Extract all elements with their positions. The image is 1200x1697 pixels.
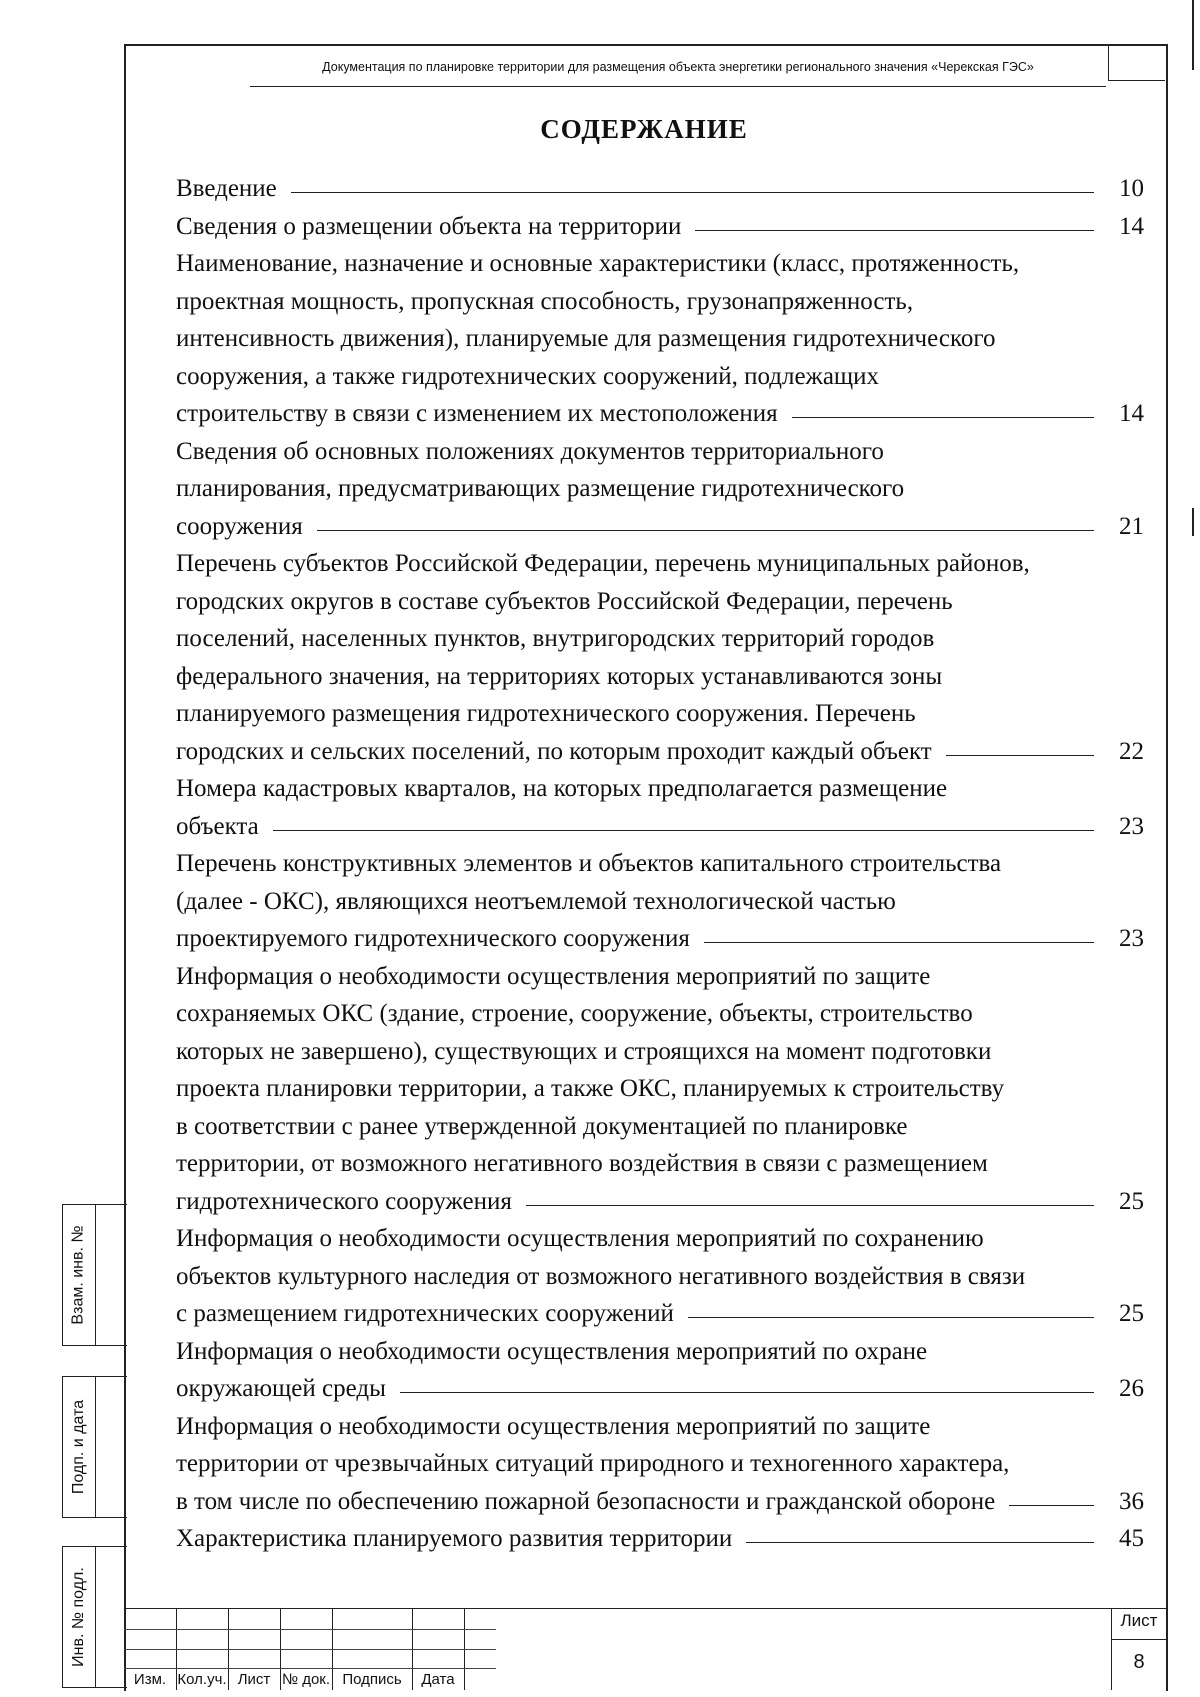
toc-entry-line: в соответствии с ранее утвержденной документацией по планировке — [176, 1112, 908, 1140]
side-divider — [62, 1204, 126, 1205]
toc-entry[interactable] — [176, 545, 1144, 770]
toc-entry-line: с размещением гидротехнических сооружений — [176, 1300, 674, 1327]
toc-entry-line: сооружения — [176, 512, 303, 540]
toc-entry-line: федерального значения, на территориях которых устанавливаются зоны — [176, 662, 943, 690]
toc-entry[interactable] — [176, 245, 1144, 433]
toc-entry-line: Информация о необходимости осуществления мероприятий по защите — [176, 962, 931, 990]
toc-leader-line — [526, 1205, 1094, 1206]
toc-entry-last-line — [176, 1483, 1144, 1521]
toc-entry-last-line — [176, 208, 1144, 246]
toc-entry[interactable] — [176, 433, 1144, 546]
sheet-divider — [1112, 1639, 1166, 1640]
toc-entry-line: городских и сельских поселений, по которым проходит каждый объект — [176, 737, 932, 765]
title-block-column-label: Дата — [421, 1670, 455, 1688]
toc-entry[interactable] — [176, 1220, 1144, 1333]
toc-entry-line: Наименование, назначение и основные характеристики (класс, протяженность, — [176, 250, 1020, 277]
toc-entry-line: Сведения о размещении объекта на территории — [176, 212, 682, 240]
toc-entry-line: Характеристика планируемого развития территории — [176, 1525, 733, 1552]
page-title: СОДЕРЖАНИЕ — [540, 114, 748, 144]
header-corner-box — [1108, 44, 1165, 81]
toc-entry-line: поселений, населенных пунктов, внутригородских территорий городов — [176, 625, 935, 652]
header-underline — [250, 86, 1106, 87]
toc-entry-line: проектная мощность, пропускная способность, грузонапряженность, — [176, 287, 914, 315]
toc-leader-line — [291, 192, 1094, 193]
toc-entry-line: строительству в связи с изменением их местоположения — [176, 400, 778, 427]
toc-entry-line: Номера кадастровых кварталов, на которых предполагается размещение — [176, 775, 948, 802]
toc-entry-line: планирования, предусматривающих размещение гидротехнического — [176, 475, 905, 502]
toc-entry-line: Сведения об основных положениях документов территориального — [176, 437, 884, 465]
toc-page-number: 14 — [1119, 400, 1144, 427]
toc-entry-line: объекта — [176, 812, 259, 840]
toc-page-number: 36 — [1119, 1487, 1144, 1515]
toc-entry-line: сооружения, а также гидротехнических сооружений, подлежащих — [176, 362, 880, 390]
side-stamp-inv-podl — [62, 1546, 127, 1688]
toc-page-number: 25 — [1119, 1187, 1144, 1215]
toc-leader-line — [273, 830, 1094, 831]
toc-entry-line: (далее - ОКС), являющихся неотъемлемой технологической частью — [176, 887, 896, 915]
toc-page-number: 23 — [1119, 812, 1144, 840]
toc-page-number: 45 — [1119, 1525, 1144, 1552]
toc-entry-line: проекта планировки территории, а также ОКС, планируемых к строительству — [176, 1075, 1005, 1102]
sheet-label: Лист — [1120, 1611, 1158, 1630]
toc-leader-line — [746, 1542, 1094, 1543]
scan-edge-mark — [1192, 0, 1194, 70]
title-block-column-label: Лист — [237, 1670, 271, 1688]
toc-entry-last-line — [176, 170, 1144, 208]
title-block-column-label: Изм. — [133, 1670, 167, 1688]
toc-leader-line — [1009, 1505, 1094, 1506]
toc-page-number: 22 — [1119, 737, 1144, 765]
title-block-column-label: № док. — [281, 1670, 331, 1688]
title-block-row-line — [124, 1668, 496, 1669]
title-block-row-line — [124, 1629, 496, 1630]
toc-entry-last-line — [176, 1295, 1144, 1333]
scan-edge-mark — [1192, 508, 1194, 536]
toc-page-number: 26 — [1119, 1375, 1144, 1402]
toc-entry[interactable] — [176, 845, 1144, 958]
toc-entry-line: Информация о необходимости осуществления мероприятий по охране — [176, 1337, 928, 1365]
sheet-box — [1111, 1609, 1166, 1690]
title-block-row-line — [124, 1649, 496, 1650]
toc-entry-last-line — [176, 1370, 1144, 1408]
toc-entry-line: Информация о необходимости осуществления мероприятий по сохранению — [176, 1225, 984, 1252]
side-label-vzam-inv: Взам. инв. № — [70, 1225, 87, 1325]
toc-entry-line: окружающей среды — [176, 1375, 386, 1402]
toc-entry-line: сохраняемых ОКС (здание, строение, сооружение, объекты, строительство — [176, 1000, 973, 1027]
toc-entry[interactable] — [176, 1408, 1144, 1521]
toc-leader-line — [317, 530, 1094, 531]
title-block-grid — [124, 1609, 496, 1690]
title-block-column-label: Кол.уч. — [177, 1670, 227, 1688]
toc-page-number: 21 — [1119, 512, 1144, 540]
toc-entry[interactable] — [176, 1520, 1144, 1558]
toc-entry-line: Перечень конструктивных элементов и объектов капитального строительства — [176, 850, 1002, 877]
toc-entry-line: интенсивность движения), планируемые для размещения гидротехнического — [176, 325, 996, 352]
toc-entry-line: объектов культурного наследия от возможного негативного воздействия в связи — [176, 1262, 1026, 1290]
toc-entry-last-line — [176, 1520, 1144, 1558]
toc-entry-line: проектируемого гидротехнического сооружения — [176, 925, 690, 952]
toc-entry-line: Перечень субъектов Российской Федерации, перечень муниципальных районов, — [176, 550, 1030, 577]
sheet-number: 8 — [1133, 1651, 1145, 1673]
toc-entry-last-line — [176, 1183, 1144, 1221]
toc-leader-line — [400, 1392, 1094, 1393]
toc-entry-line: территории от чрезвычайных ситуаций природного и техногенного характера, — [176, 1450, 1010, 1477]
toc-leader-line — [695, 230, 1094, 231]
side-stamp-podp-data — [62, 1376, 127, 1518]
toc-entry-line: Введение — [176, 175, 277, 202]
toc-entry-line: территории, от возможного негативного воздействия в связи с размещением — [176, 1150, 988, 1177]
toc-entry-last-line — [176, 920, 1144, 958]
toc-entry[interactable] — [176, 1333, 1144, 1408]
toc-entry[interactable] — [176, 958, 1144, 1221]
toc-entry-last-line — [176, 808, 1144, 846]
toc-entry-line: городских округов в составе субъектов Российской Федерации, перечень — [176, 587, 953, 615]
document-header: Документация по планировке территории для размещения объекта энергетики регионального значения «Черекская ГЭС» — [322, 60, 1034, 74]
toc-entry-line: гидротехнического сооружения — [176, 1187, 512, 1215]
toc-leader-line — [946, 755, 1094, 756]
toc-leader-line — [688, 1317, 1094, 1318]
toc-entry[interactable] — [176, 770, 1144, 845]
toc-entry-line: которых не завершено), существующих и строящихся на момент подготовки — [176, 1037, 992, 1065]
toc-leader-line — [704, 942, 1094, 943]
toc-entry-last-line — [176, 508, 1144, 546]
toc-entry[interactable] — [176, 208, 1144, 246]
side-stamp-vzam-inv — [62, 1204, 127, 1346]
side-label-inv-podl: Инв. № подл. — [70, 1567, 88, 1667]
toc-leader-line — [792, 417, 1094, 418]
toc-entry-line: Информация о необходимости осуществления мероприятий по защите — [176, 1412, 931, 1440]
toc-page-number: 10 — [1119, 175, 1144, 202]
table-of-contents — [176, 170, 1144, 1558]
title-block-column-label: Подпись — [342, 1670, 402, 1688]
toc-entry[interactable] — [176, 170, 1144, 208]
toc-entry-line: в том числе по обеспечению пожарной безопасности и гражданской обороне — [176, 1487, 996, 1515]
toc-page-number: 23 — [1119, 925, 1144, 952]
toc-entry-last-line — [176, 395, 1144, 433]
toc-page-number: 25 — [1119, 1300, 1144, 1327]
title-block — [124, 1608, 1166, 1690]
toc-entry-line: планируемого размещения гидротехнического сооружения. Перечень — [176, 700, 916, 727]
side-label-podp-data: Подп. и дата — [70, 1399, 87, 1495]
toc-page-number: 14 — [1119, 212, 1144, 240]
toc-entry-last-line — [176, 733, 1144, 771]
